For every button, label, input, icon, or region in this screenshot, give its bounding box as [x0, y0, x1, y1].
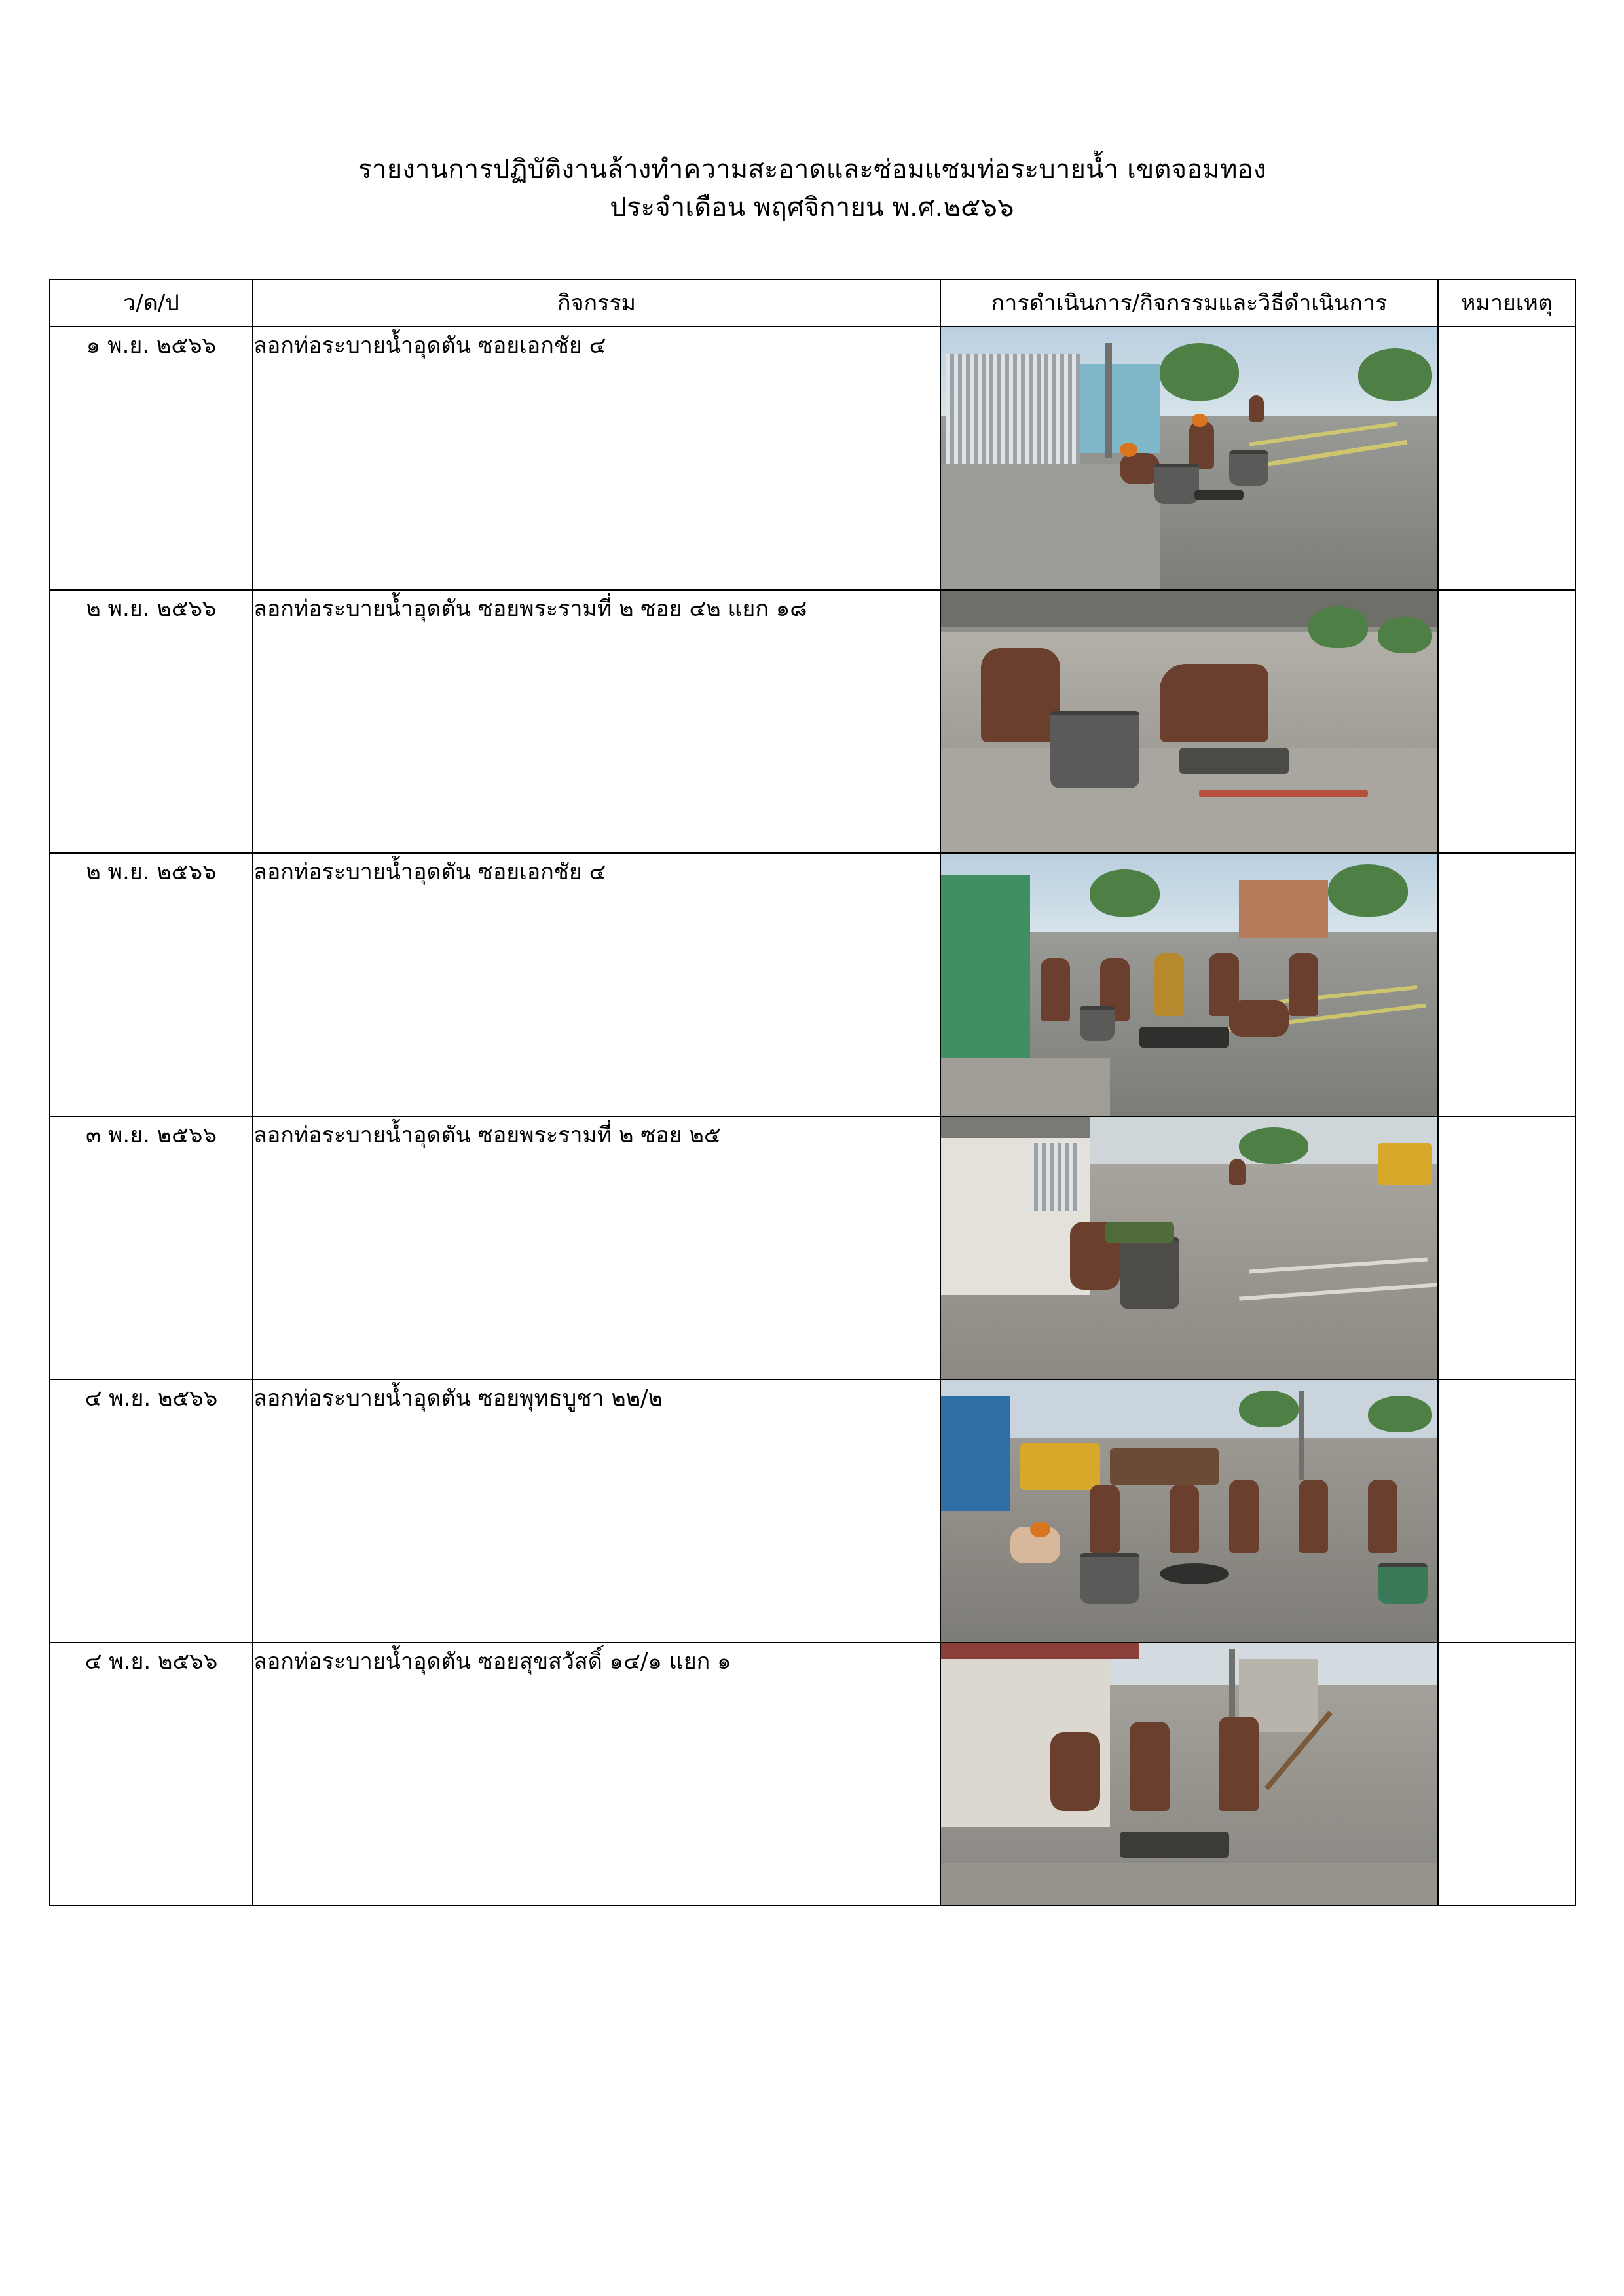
work-photo — [941, 1117, 1437, 1379]
table-row — [50, 1643, 1576, 1906]
cell-note — [1438, 1379, 1576, 1643]
column-header-method: การดำเนินการ/กิจกรรมและวิธีดำเนินการ — [940, 280, 1438, 327]
column-header-activity: กิจกรรม — [253, 280, 940, 327]
table-row — [50, 853, 1576, 1116]
table-row — [50, 327, 1576, 590]
work-photo — [941, 1380, 1437, 1642]
cell-activity: ลอกท่อระบายน้ำอุดตัน ซอยพุทธบูชา ๒๒/๒ — [253, 1379, 940, 1643]
table-row — [50, 1379, 1576, 1643]
cell-date: ๔ พ.ย. ๒๕๖๖ — [50, 1379, 253, 1643]
title-line-1: รายงานการปฏิบัติงานล้างทำความสะอาดและซ่อมแซมท่อระบายน้ำ เขตจอมทอง — [358, 155, 1266, 185]
cell-date: ๑ พ.ย. ๒๕๖๖ — [50, 327, 253, 590]
column-header-note: หมายเหตุ — [1438, 280, 1576, 327]
cell-activity: ลอกท่อระบายน้ำอุดตัน ซอยเอกชัย ๔ — [253, 853, 940, 1116]
column-header-date: ว/ด/ป — [50, 280, 253, 327]
document-title — [0, 0, 1624, 227]
cell-activity: ลอกท่อระบายน้ำอุดตัน ซอยพระรามที่ ๒ ซอย ๔๒ แยก ๑๘ — [253, 590, 940, 853]
work-photo — [941, 854, 1437, 1116]
title-line-2: ประจำเดือน พฤศจิกายน พ.ศ.๒๕๖๖ — [610, 192, 1014, 223]
work-photo — [941, 591, 1437, 852]
table-header-row — [50, 280, 1576, 327]
cell-note — [1438, 1643, 1576, 1906]
cell-activity: ลอกท่อระบายน้ำอุดตัน ซอยพระรามที่ ๒ ซอย ๒๕ — [253, 1116, 940, 1379]
cell-photo — [940, 1643, 1438, 1906]
cell-note — [1438, 327, 1576, 590]
cell-date: ๒ พ.ย. ๒๕๖๖ — [50, 853, 253, 1116]
cell-activity: ลอกท่อระบายน้ำอุดตัน ซอยสุขสวัสดิ์ ๑๔/๑ แยก ๑ — [253, 1643, 940, 1906]
cell-photo — [940, 327, 1438, 590]
cell-photo — [940, 1379, 1438, 1643]
table-row — [50, 590, 1576, 853]
cell-photo — [940, 1116, 1438, 1379]
cell-date: ๔ พ.ย. ๒๕๖๖ — [50, 1643, 253, 1906]
cell-note — [1438, 853, 1576, 1116]
work-photo — [941, 1643, 1437, 1905]
cell-note — [1438, 590, 1576, 853]
cell-date: ๓ พ.ย. ๒๕๖๖ — [50, 1116, 253, 1379]
table-row — [50, 1116, 1576, 1379]
cell-activity: ลอกท่อระบายน้ำอุดตัน ซอยเอกชัย ๔ — [253, 327, 940, 590]
report-table-wrapper — [49, 279, 1575, 1906]
report-table — [49, 279, 1576, 1906]
work-photo — [941, 327, 1437, 589]
cell-photo — [940, 590, 1438, 853]
cell-date: ๒ พ.ย. ๒๕๖๖ — [50, 590, 253, 853]
cell-photo — [940, 853, 1438, 1116]
cell-note — [1438, 1116, 1576, 1379]
